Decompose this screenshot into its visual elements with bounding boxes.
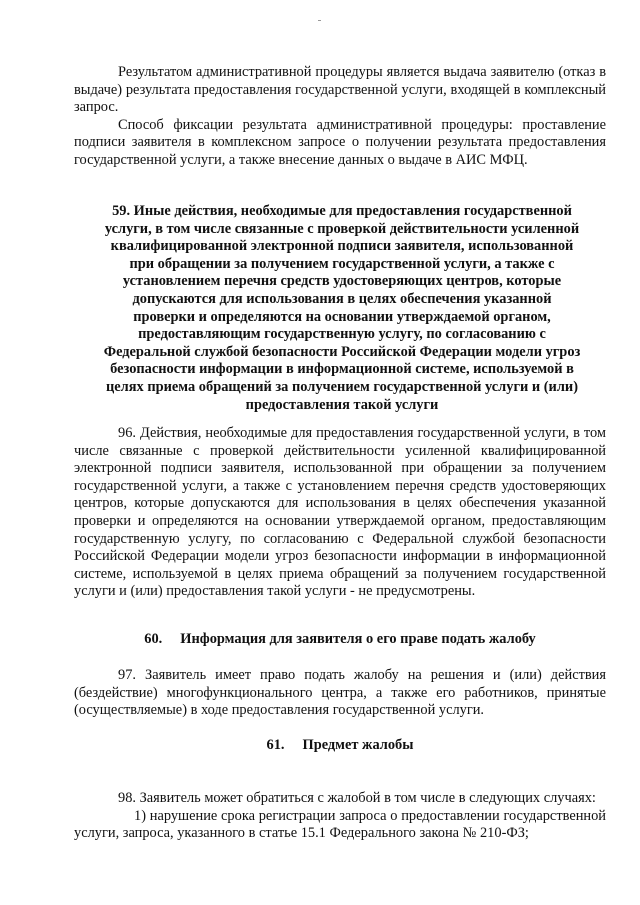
- section-60-number: 60.: [144, 631, 163, 647]
- section-61-title: Предмет жалобы: [302, 737, 414, 753]
- section-61-heading-block: [74, 737, 606, 755]
- section-59-heading: 59. Иные действия, необходимые для предоставления государственной услуги, в том числе связанные с проверкой действительности усиленной квалифицированной электронной подписи заявителя, использованной при обращении за получением государственной услуги, а также с установлением перечня средств удостоверяющих центров, которые допускаются для использования в целях обеспечения указанной проверки и определяются на основании утверждаемой органом, предоставляющим государственную услугу, по согласованию с Федеральной службой безопасности Российской Федерации модели угроз безопасности информации в информационной системе, используемой в целях приема обращений за получением государственной услуги и (или) предоставления такой услуги: [103, 203, 581, 413]
- paragraph-result: Результатом административной процедуры является выдача заявителю (отказ в выдаче) результата предоставления государственной услуги, входящей в комплексный запрос.: [74, 64, 606, 116]
- section-59-heading-block: [100, 203, 584, 414]
- section-58-text: [74, 64, 606, 170]
- scan-mark: [318, 20, 321, 21]
- section-61-heading: [74, 737, 606, 755]
- paragraph-96: 96. Действия, необходимые для предоставления государственной услуги, в том числе связанные с проверкой действительности усиленной квалифицированной электронной подписи заявителя, использованной при обращении за получением государственной услуги, а также с установлением перечня средств удостоверяющих центров, которые допускаются для использования в целях обеспечения указанной проверки и определяются на основании утверждаемой органом, предоставляющим государственную услугу, по согласованию с Федеральной службой безопасности Российской Федерации модели угроз безопасности информации в информационной системе, используемой в целях приема обращений за получением государственной услуги и (или) предоставления такой услуги - не предусмотрены.: [74, 425, 606, 600]
- section-60-heading-block: [74, 631, 606, 649]
- paragraph-98-item-1: 1) нарушение срока регистрации запроса о предоставлении государственной услуги, запроса, указанного в статье 15.1 Федерального закона № 210-ФЗ;: [74, 807, 606, 842]
- paragraph-fixation: Способ фиксации результата административной процедуры: проставление подписи заявителя в комплексном запросе о получении результата предоставления государственной услуги, а также внесение данных о выдаче в АИС МФЦ.: [74, 116, 606, 168]
- section-60-text: [74, 667, 606, 720]
- section-61-number: 61.: [266, 737, 285, 753]
- section-60-heading: [74, 631, 606, 649]
- section-59-text: [74, 425, 606, 601]
- section-61-text: [74, 790, 606, 843]
- paragraph-97: 97. Заявитель имеет право подать жалобу на решения и (или) действия (бездействие) многофункционального центра, а также его работников, принятые (осуществляемые) в ходе предоставления государственной услуги.: [74, 667, 606, 719]
- paragraph-98: 98. Заявитель может обратиться с жалобой в том числе в следующих случаях:: [118, 790, 596, 806]
- section-60-title: Информация для заявителя о его праве подать жалобу: [180, 631, 536, 647]
